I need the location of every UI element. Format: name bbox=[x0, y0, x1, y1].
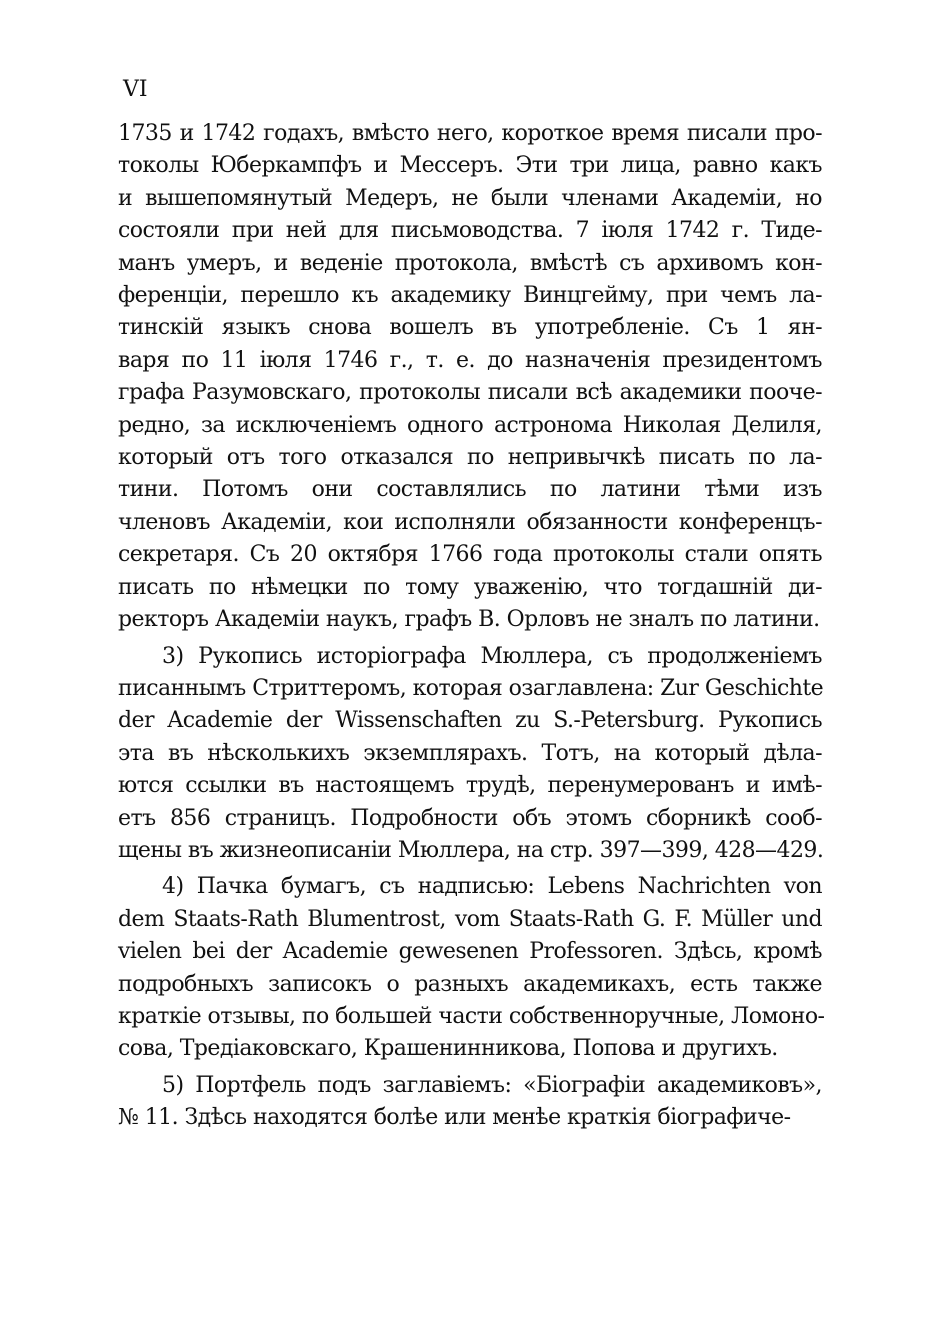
text-line: состояли при ней для письмоводства. 7 іюля 1742 г. Тиде- bbox=[118, 218, 822, 244]
text-line: манъ умеръ, и веденіе протокола, вмѣстѣ съ архивомъ кон- bbox=[118, 250, 822, 276]
text-line: vielen bei der Academie gewesenen Professoren. Здѣсь, кромѣ bbox=[118, 939, 822, 965]
text-line: dem Staats-Rath Blumentrost, vom Staats-Rath G. F. Müller und bbox=[118, 906, 822, 932]
text-line: № 11. Здѣсь находятся болѣе или менѣе краткія біографиче- bbox=[118, 1105, 791, 1131]
text-line: токолы Юберкампфъ и Мессеръ. Эти три лица, равно какъ bbox=[118, 153, 822, 179]
text-line: графа Разумовскаго, протоколы писали всѣ академики пооче- bbox=[118, 380, 822, 406]
text-line: членовъ Академіи, кои исполняли обязанности конференцъ- bbox=[118, 509, 822, 535]
text-line: 5) Портфель подъ заглавіемъ: «Біографіи академиковъ», bbox=[162, 1072, 822, 1098]
text-line: краткіе отзывы, по большей части собственноручные, Ломоно- bbox=[118, 1003, 825, 1029]
body-text bbox=[118, 118, 825, 1139]
paragraph bbox=[118, 1070, 822, 1135]
text-line: 4) Пачка бумагъ, съ надписью: Lebens Nachrichten von bbox=[162, 874, 822, 900]
text-line: писаннымъ Стриттеромъ, которая озаглавлена: Zur Geschichte bbox=[118, 675, 824, 701]
paragraph bbox=[118, 871, 825, 1065]
text-line: 3) Рукопись исторіографа Мюллера, съ продолженіемъ bbox=[162, 643, 822, 669]
text-line: писать по нѣмецки по тому уваженію, что тогдашній ди- bbox=[118, 574, 822, 600]
text-line: тини. Потомъ они составлялись по латини тѣми изъ bbox=[118, 477, 822, 503]
text-line: 1735 и 1742 годахъ, вмѣсто него, короткое время писали про- bbox=[118, 121, 822, 146]
text-line: ференціи, перешло къ академику Винцгейму, при чемъ ла- bbox=[118, 283, 822, 309]
text-line: ректоръ Академіи наукъ, графъ В. Орловъ не зналъ по латини. bbox=[118, 607, 820, 633]
text-line: эта въ нѣсколькихъ экземплярахъ. Тотъ, на который дѣла- bbox=[118, 740, 822, 766]
text-line: редно, за исключеніемъ одного астронома Николая Делиля, bbox=[118, 412, 822, 438]
paragraph bbox=[118, 118, 822, 637]
text-line: сова, Тредіаковскаго, Крашенинникова, Попова и другихъ. bbox=[118, 1036, 778, 1062]
text-line: подробныхъ записокъ о разныхъ академикахъ, есть также bbox=[118, 971, 822, 997]
page-number: VI bbox=[123, 77, 148, 102]
text-line: ются ссылки въ настоящемъ трудѣ, перенумерованъ и имѣ- bbox=[118, 773, 822, 799]
text-line: етъ 856 страницъ. Подробности объ этомъ сборникѣ сооб- bbox=[118, 805, 822, 831]
text-line: варя по 11 іюля 1746 г., т. е. до назначенія президентомъ bbox=[118, 347, 822, 373]
text-line: и вышепомянутый Медеръ, не были членами Академіи, но bbox=[118, 185, 822, 211]
text-line: щены въ жизнеописаніи Мюллера, на стр. 397—399, 428—429. bbox=[118, 837, 824, 863]
text-line: который отъ того отказался по непривычкѣ писать по ла- bbox=[118, 445, 822, 471]
text-line: тинскій языкъ снова вошелъ въ употребленіе. Съ 1 ян- bbox=[118, 315, 822, 341]
paragraph bbox=[118, 641, 822, 868]
text-line: der Academie der Wissenschaften zu S.-Petersburg. Рукопись bbox=[118, 708, 822, 734]
text-line: секретаря. Съ 20 октября 1766 года протоколы стали опять bbox=[118, 542, 822, 568]
